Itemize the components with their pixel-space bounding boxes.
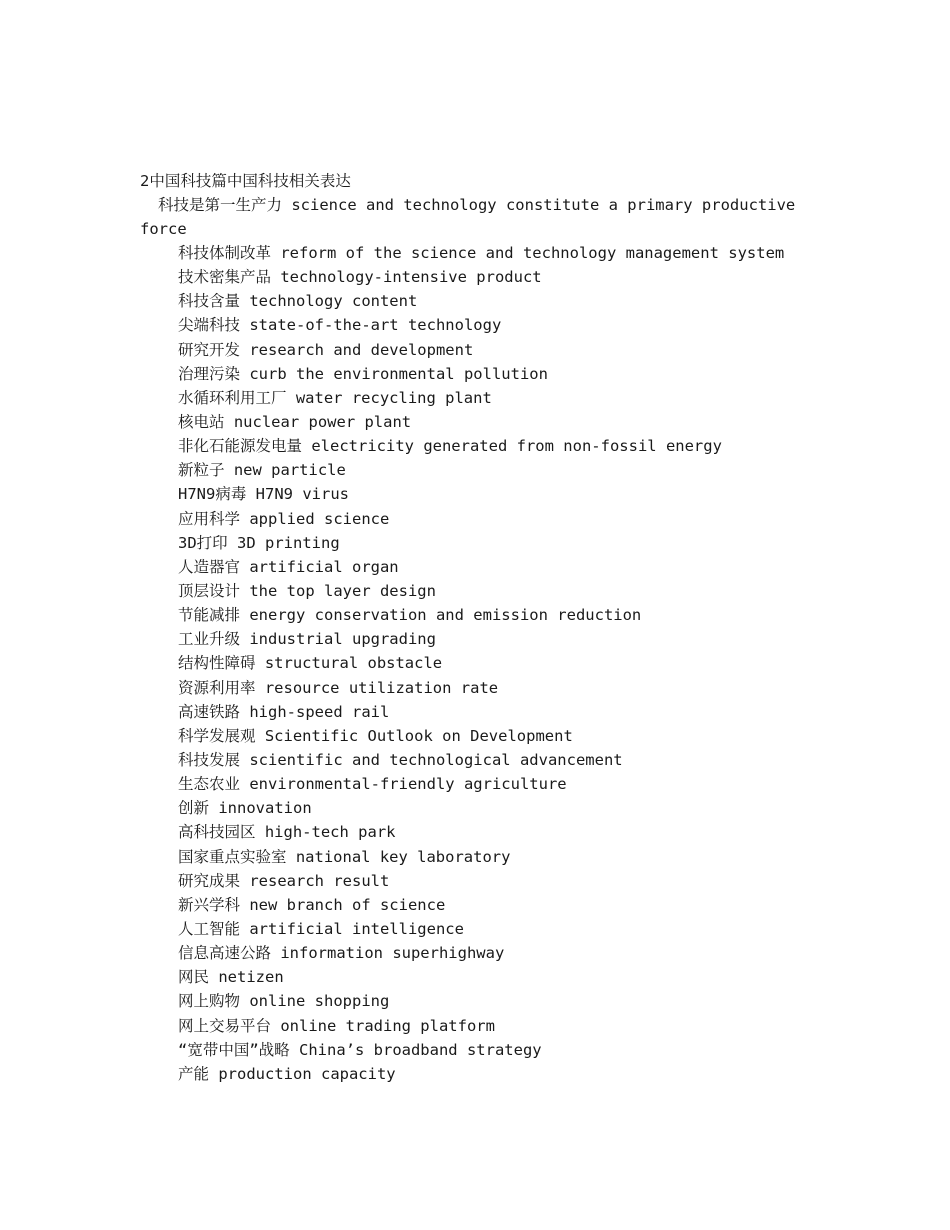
term-item: 国家重点实验室 national key laboratory <box>178 847 511 866</box>
term-item: 结构性障碍 structural obstacle <box>178 654 443 673</box>
intro-paragraph: 科技是第一生产力 science and technology constitute a primary productive force <box>140 196 796 238</box>
term-item: 新粒子 new particle <box>178 461 346 480</box>
term-item: 新兴学科 new branch of science <box>178 895 446 914</box>
term-item: 工业升级 industrial upgrading <box>178 630 436 649</box>
term-item: 创新 innovation <box>178 799 312 818</box>
term-item: 网上交易平台 online trading platform <box>178 1016 495 1035</box>
term-item: 网民 netizen <box>178 968 284 987</box>
term-item: 3D打印 3D printing <box>178 533 340 552</box>
term-item: 尖端科技 state-of-the-art technology <box>178 316 502 335</box>
term-item: 水循环利用工厂 water recycling plant <box>178 388 492 407</box>
term-item: 资源利用率 resource utilization rate <box>178 678 499 697</box>
term-item: “宽带中国”战略 China’s broadband strategy <box>178 1040 542 1059</box>
term-item: 应用科学 applied science <box>178 509 390 528</box>
term-item: 技术密集产品 technology-intensive product <box>178 268 542 287</box>
term-item: 非化石能源发电量 electricity generated from non-fossil energy <box>178 437 722 456</box>
term-item: 人造器官 artificial organ <box>178 557 399 576</box>
term-item: 科技体制改革 reform of the science and technology management system <box>178 244 785 262</box>
term-list <box>140 241 830 1086</box>
term-item: 人工智能 artificial intelligence <box>178 919 464 938</box>
term-item: 科学发展观 Scientific Outlook on Development <box>178 726 573 745</box>
term-item: 产能 production capacity <box>178 1064 396 1083</box>
section-title: 2中国科技篇中国科技相关表达 <box>140 172 351 190</box>
term-item: 核电站 nuclear power plant <box>178 412 412 431</box>
term-item: 科技含量 technology content <box>178 292 418 311</box>
term-item: 治理污染 curb the environmental pollution <box>178 364 548 383</box>
term-item: 顶层设计 the top layer design <box>178 581 436 600</box>
document-body <box>140 169 830 1086</box>
term-item: H7N9病毒 H7N9 virus <box>178 485 349 504</box>
term-item: 高科技园区 high-tech park <box>178 823 396 842</box>
term-item: 信息高速公路 information superhighway <box>178 944 505 963</box>
term-item: 生态农业 environmental-friendly agriculture <box>178 775 567 794</box>
term-item: 科技发展 scientific and technological advancement <box>178 750 623 769</box>
term-item: 研究成果 research result <box>178 871 390 890</box>
term-item: 研究开发 research and development <box>178 340 474 359</box>
term-item: 网上购物 online shopping <box>178 992 390 1011</box>
term-item: 高速铁路 high-speed rail <box>178 702 390 721</box>
term-item: 节能减排 energy conservation and emission reduction <box>178 606 642 625</box>
